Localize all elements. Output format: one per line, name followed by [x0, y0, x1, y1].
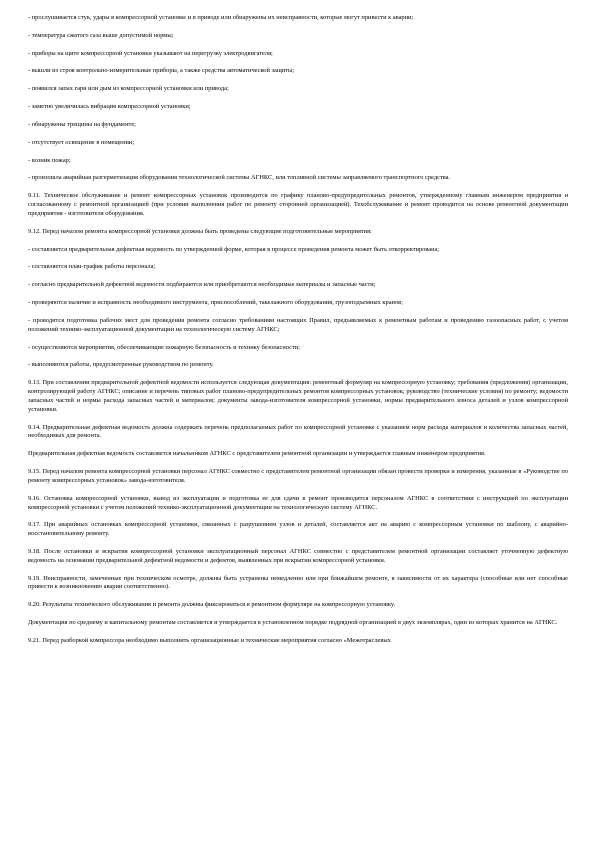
clause-9-20: 9.20. Результаты технического обслуживания и ремонта должны фиксироваться в ремонтном формуляре на компрессорную установку.	[28, 601, 396, 609]
list-item-gas-temperature: - температура сжатого газа выше допустимой нормы;	[28, 31, 174, 39]
list-item-vibration: - заметно увеличилась вибрация компрессорной установки;	[28, 103, 191, 111]
list-item-smoke: - появился запах гари или дым из компрессорной установки или привода;	[28, 85, 229, 93]
clause-9-12: 9.12. Перед началом ремонта компрессорной установки должны быть проведены следующие подготовительные мероприятия:	[28, 227, 372, 235]
paragraph-defect-statement-approval: Предварительная дефектная ведомость составляется начальником АГНКС с представителем ремонтной организации и утверждается главным инженером предприятия.	[28, 450, 486, 458]
clause-9-16: 9.16. Остановка компрессорной установки, вывод из эксплуатации и подготовка ее для сдачи в ремонт производится персоналом АГНКС в соответствии с инструкцией по эксплуатации компрессорной установки с учетом положений технико-эксплуатационной документации на технологическую систему АГНКС.	[28, 494, 568, 511]
clause-9-17: 9.17. При аварийных остановках компрессорной установки, связанных с разрушением узлов и деталей, составляется акт на аварию с компрессорным установки по шаблону, с аварийно-восстановительному ремонту.	[28, 521, 568, 538]
list-item-fire-safety: - осуществляются мероприятия, обеспечивающие пожарную безопасность и технику безопасности;	[28, 343, 300, 351]
document-page	[28, 14, 568, 655]
list-item-work-plan: - составляется план-график работы персонала;	[28, 263, 156, 271]
list-item-workplace-prep: - проводится подготовка рабочих мест для проведения ремонта согласно требованиям настоящих Правил, предъявляемых к ремонтным работам и проведению газоопасных работ, с учетом положений технико-эксплуатационной документации на технологическую систему АГНКС;	[28, 316, 568, 333]
list-item-cracks: - обнаружены трещины на фундаменте;	[28, 120, 136, 128]
list-item-no-lighting: - отсутствует освещение в помещении;	[28, 138, 135, 146]
clause-9-15: 9.15. Перед началом ремонта компрессорной установки персонал АГНКС совместно с представителем ремонтной организации обязан провести проверки и измерения, указанные в «Руководстве по ремонту компрессорных установок» завода-изготовителя.	[28, 468, 568, 484]
paragraph-repair-documentation: Документация по среднему и капитальному ремонтам составляется и утверждается в установленном порядке подрядной организацией в двух экземплярах, один из которых хранится на АГНКС.	[28, 619, 558, 627]
clause-9-19: 9.19. Неисправности, замеченные при техническом осмотре, должны быть устранены немедленно или при ближайшем ремонте, в зависимости от их характера (способные или нет способные привести к возникновению аварии соответственно).	[28, 574, 568, 591]
list-item-knock: - прослушивается стук, удары в компрессорной установке и в приводе или обнаружены их неисправности, которые могут привести к аварии;	[28, 14, 414, 21]
clause-9-21: 9.21. Перед разборкой компрессора необходимо выполнить организационные и технические мероприятия согласно «Межотраслевых	[28, 636, 391, 644]
clause-9-14: 9.14. Предварительная дефектная ведомость должна содержать перечень предполагаемых работ по компрессорной установке с указанием норм расхода материалов и количества запасных частей, необходимых для ремонта.	[28, 423, 568, 440]
list-item-repair-works: - выполняются работы, предусмотренные руководством по ремонту.	[28, 361, 214, 369]
list-item-defect-statement: - составляется предварительная дефектная ведомость по утвержденной форме, которая в процессе проведения ремонта может быть откорректирована;	[28, 245, 440, 253]
list-item-materials: - согласно предварительной дефектной ведомости подбираются или приобретаются необходимые материалы и запасные части;	[28, 281, 376, 289]
list-item-tools-check: - проверяются наличие и исправность необходимого инструмента, приспособлений, такелажного оборудования, грузоподъемных кранов;	[28, 299, 403, 307]
list-item-instruments-failed: - вышли из строя контрольно-измерительные приборы, а также средства автоматической защиты;	[28, 67, 295, 75]
clause-9-18: 9.18. После остановки и вскрытия компрессорной установки эксплуатационный персонал АГНКС совместно с представителем ремонтной организации составляет уточненную дефектную ведомость на основании предварительной дефектной ведомости и дефектов, выявленных при вскрытии компрессорной установки.	[28, 547, 568, 564]
clause-9-13: 9.13. При составлении предварительной дефектной ведомости используется следующая документация: ремонтный формуляр на компрессорную установку; требования (предложения) организации, контролирующей работу АГНКС; описание и перечень типовых работ планово-предупредительных ремонтов компрессорных установок; руководство (технические условия) по ремонту; ведомости запасных частей и нормы расхода запасных частей и материалов; документы завода-изготовителя компрессорной установки, нормы предварительного износа деталей и узлов компрессорной установки.	[28, 379, 568, 413]
clause-9-11: 9.11. Техническое обслуживание и ремонт компрессорных установок производится по графику планово-предупредительных ремонтов, утвержденному главным инженером предприятия и согласованному с ремонтной организацией (при условии выполнения работ по ремонту сторонней организацией). Техобслуживание и ремонт проводится на основе ремонтной документации предприятия - изготовителя оборудования.	[28, 192, 568, 217]
list-item-fire: - возник пожар;	[28, 156, 71, 164]
list-item-depressurization: - произошла аварийная разгерметизация оборудования технологической системы АГНКС, или топливной системы заправляемого транспортного средства.	[28, 174, 451, 182]
list-item-overload: - приборы на щите компрессорной установки указывают на перегрузку электродвигателя;	[28, 49, 273, 57]
